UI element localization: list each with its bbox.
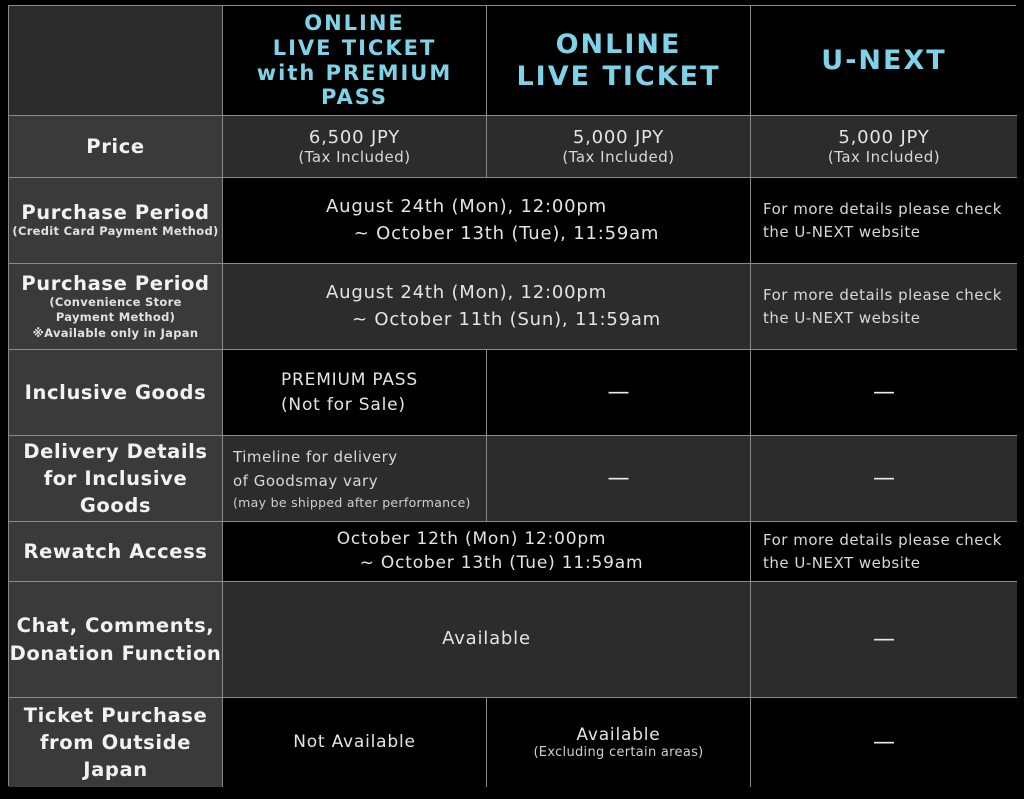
price-premium [223, 116, 487, 178]
goods-premium-line1: PREMIUM PASS [281, 369, 418, 390]
delivery-online [487, 436, 751, 522]
purchase-card-line2: ~ October 13th (Tue), 11:59am [353, 222, 660, 244]
rewatch-unext [751, 522, 1017, 582]
delivery-online-dash: — [607, 466, 630, 491]
delivery-label-line1: Delivery Details [23, 439, 208, 463]
header-premium-line2: LIVE TICKET [272, 35, 437, 60]
header-online-line1: ONLINE [555, 28, 682, 60]
price-online-note: (Tax Included) [562, 148, 675, 167]
delivery-premium-line2: of Goodsmay vary [233, 471, 379, 490]
row-label-price [9, 116, 223, 178]
delivery-label-line2: for Inclusive Goods [43, 466, 188, 518]
purchase-store-line1: August 24th (Mon), 12:00pm [326, 282, 607, 304]
goods-premium-line2: (Not for Sale) [281, 394, 406, 415]
purchase-card-sub: (Credit Card Payment Method) [12, 224, 219, 239]
price-unext [751, 116, 1017, 178]
chat-unext-dash: — [873, 627, 895, 652]
purchase-card-unext-line2: the U-NEXT website [763, 222, 921, 241]
chat-unext [751, 582, 1017, 698]
outside-unext-dash: — [873, 730, 895, 755]
outside-unext [751, 698, 1017, 787]
goods-label: Inclusive Goods [24, 380, 207, 404]
outside-label-line1: Ticket Purchase [23, 703, 208, 727]
purchase-store-sub1: (Convenience Store [49, 294, 182, 309]
purchase-card-line1: August 24th (Mon), 12:00pm [326, 196, 607, 218]
header-corner [9, 6, 223, 116]
row-label-chat [9, 582, 223, 698]
delivery-unext-dash: — [873, 466, 895, 491]
header-premium-line3: with PREMIUM PASS [256, 60, 453, 110]
row-label-purchase-card [9, 178, 223, 264]
row-label-outside [9, 698, 223, 787]
rewatch-line2: ~ October 13th (Tue) 11:59am [359, 552, 644, 573]
price-online-amount: 5,000 JPY [572, 126, 665, 148]
purchase-store-unext [751, 264, 1017, 350]
price-label: Price [86, 134, 145, 158]
goods-unext-dash: — [873, 380, 895, 405]
rewatch-period [223, 522, 751, 582]
purchase-store-period [223, 264, 751, 350]
price-unext-note: (Tax Included) [827, 148, 941, 167]
purchase-store-sub3: ※Available only in Japan [32, 325, 199, 340]
delivery-premium-line1: Timeline for delivery [233, 447, 398, 466]
header-premium-line1: ONLINE [304, 10, 405, 35]
purchase-store-unext-line2: the U-NEXT website [763, 308, 921, 327]
rewatch-label: Rewatch Access [23, 539, 208, 563]
header-unext [751, 6, 1017, 116]
goods-online [487, 350, 751, 436]
header-premium-pass [223, 6, 487, 116]
outside-premium-value: Not Available [293, 732, 416, 753]
outside-online [487, 698, 751, 787]
outside-online-line1: Available [576, 724, 661, 745]
outside-label-line2: from Outside Japan [39, 730, 192, 782]
row-label-purchase-store [9, 264, 223, 350]
header-online-live-ticket [487, 6, 751, 116]
chat-value [223, 582, 751, 698]
goods-premium [223, 350, 487, 436]
rewatch-unext-line2: the U-NEXT website [763, 553, 921, 572]
purchase-store-unext-line1: For more details please check [763, 286, 1002, 304]
outside-online-line2: (Excluding certain areas) [533, 745, 704, 761]
rewatch-unext-line1: For more details please check [763, 531, 1002, 549]
header-online-line2: LIVE TICKET [516, 60, 721, 92]
price-unext-amount: 5,000 JPY [838, 126, 930, 148]
purchase-store-line2: ~ October 11th (Sun), 11:59am [351, 308, 662, 330]
goods-online-dash: — [607, 380, 630, 405]
header-unext-label: U-NEXT [821, 44, 947, 76]
chat-label-line2: Donation Function [9, 641, 222, 665]
chat-available: Available [442, 628, 531, 650]
delivery-unext [751, 436, 1017, 522]
chat-label-line1: Chat, Comments, [16, 614, 215, 638]
rewatch-line1: October 12th (Mon) 12:00pm [336, 528, 607, 549]
price-premium-amount: 6,500 JPY [308, 126, 401, 148]
purchase-store-sub2: Payment Method) [55, 310, 176, 325]
purchase-card-unext-line1: For more details please check [763, 200, 1002, 218]
price-premium-note: (Tax Included) [298, 148, 411, 167]
price-online [487, 116, 751, 178]
goods-unext [751, 350, 1017, 436]
delivery-premium [223, 436, 487, 522]
delivery-premium-line3: (may be shipped after performance) [233, 494, 471, 510]
purchase-card-period [223, 178, 751, 264]
outside-premium [223, 698, 487, 787]
ticket-comparison-table [8, 5, 1016, 786]
row-label-delivery [9, 436, 223, 522]
row-label-goods [9, 350, 223, 436]
purchase-card-unext [751, 178, 1017, 264]
row-label-rewatch [9, 522, 223, 582]
purchase-card-label: Purchase Period [21, 201, 210, 225]
purchase-store-label: Purchase Period [21, 271, 210, 295]
